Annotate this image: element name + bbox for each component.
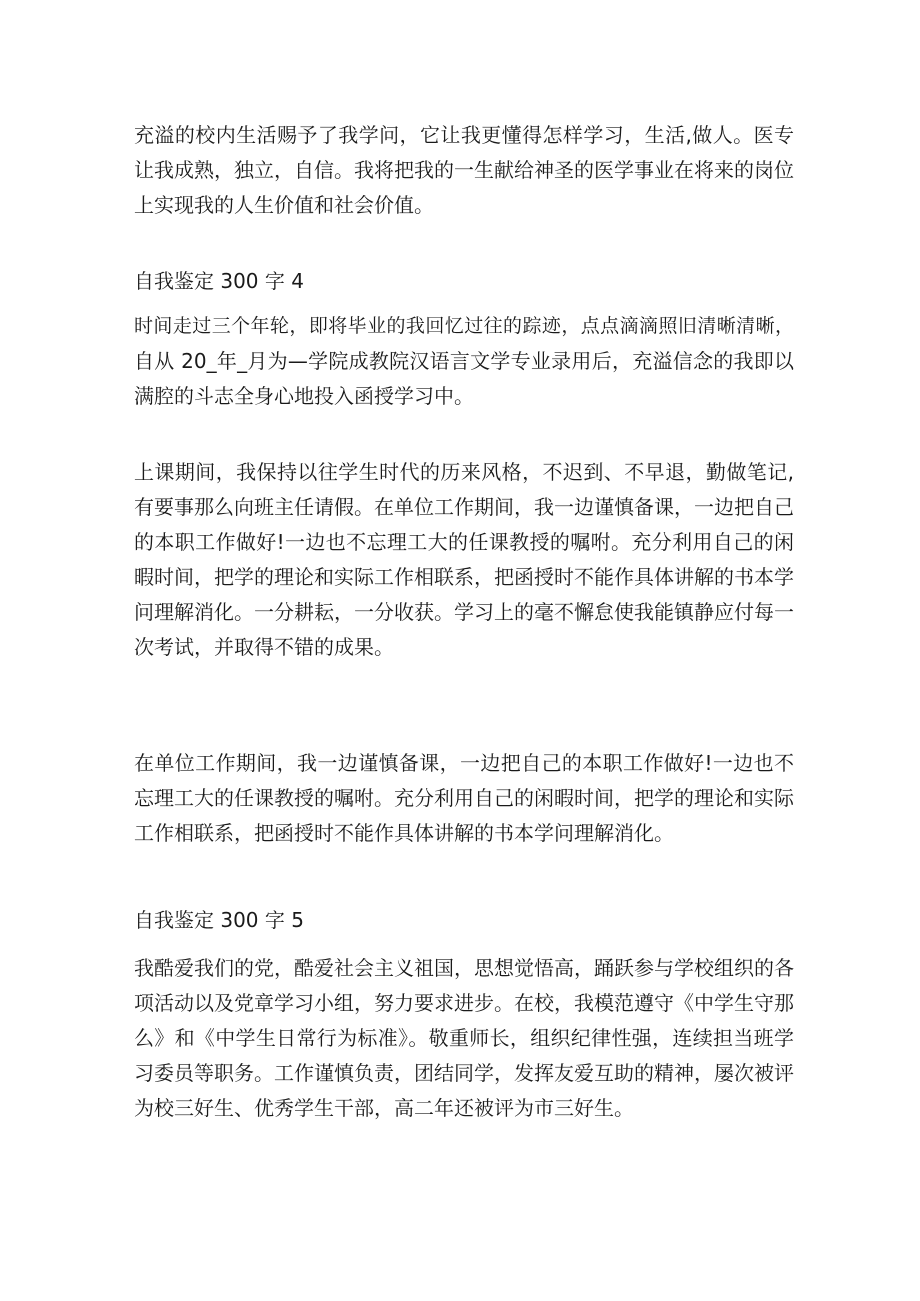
text-line: 习委员等职务。工作谨慎负责，团结同学，发挥友爱互助的精神，屡次被评 xyxy=(134,1061,794,1085)
paragraph-2 xyxy=(134,309,794,414)
text-line: 么》和《中学生日常行为标准》。敬重师长，组织纪律性强，连续担当班学 xyxy=(134,1026,794,1050)
text-line: 有要事那么向班主任请假。在单位工作期间，我一边谨慎备课，一边把自己 xyxy=(134,495,794,519)
text-line: 的本职工作做好!一边也不忘理工大的任课教授的嘱咐。充分利用自己的闲 xyxy=(134,530,794,554)
text-line: 自从 20_年_月为—学院成教院汉语言文学专业录用后，充溢信念的我即以 xyxy=(134,349,794,373)
text-line: 次考试，并取得不错的成果。 xyxy=(134,635,394,659)
text-line: 问理解消化。一分耕耘，一分收获。学习上的毫不懈怠使我能镇静应付每一 xyxy=(134,600,794,624)
text-line: 我酷爱我们的党，酷爱社会主义祖国，思想觉悟高，踊跃参与学校组织的各 xyxy=(134,956,794,980)
text-line: 让我成熟，独立，自信。我将把我的一生献给神圣的医学事业在将来的岗位 xyxy=(134,158,794,182)
text-line: 时间走过三个年轮，即将毕业的我回忆过往的踪迹，点点滴滴照旧清晰清晰， xyxy=(134,315,794,337)
text-line: 项活动以及党章学习小组，努力要求进步。在校，我模范遵守《中学生守那 xyxy=(134,991,794,1015)
text-line: 工作相联系，把函授时不能作具体讲解的书本学问理解消化。 xyxy=(134,821,674,845)
paragraph-1 xyxy=(134,118,794,223)
paragraph-5 xyxy=(134,951,794,1126)
paragraph-4 xyxy=(134,746,794,851)
text-line: 忘理工大的任课教授的嘱咐。充分利用自己的闲暇时间，把学的理论和实际 xyxy=(134,786,794,810)
text-line: 在单位工作期间，我一边谨慎备课，一边把自己的本职工作做好!一边也不 xyxy=(134,751,794,775)
text-line: 满腔的斗志全身心地投入函授学习中。 xyxy=(134,384,474,408)
text-line: 充溢的校内生活赐予了我学问，它让我更懂得怎样学习，生活,做人。医专 xyxy=(134,123,794,147)
text-line: 上课期间，我保持以往学生时代的历来风格，不迟到、不早退，勤做笔记, xyxy=(134,460,794,484)
section-heading-5: 自我鉴定 300 字 5 xyxy=(134,908,304,932)
section-heading-4: 自我鉴定 300 字 4 xyxy=(134,269,304,293)
text-line: 为校三好生、优秀学生干部，高二年还被评为市三好生。 xyxy=(134,1096,634,1120)
text-line: 暇时间，把学的理论和实际工作相联系，把函授时不能作具体讲解的书本学 xyxy=(134,565,794,589)
paragraph-3 xyxy=(134,455,794,665)
text-line: 上实现我的人生价值和社会价值。 xyxy=(134,193,434,217)
